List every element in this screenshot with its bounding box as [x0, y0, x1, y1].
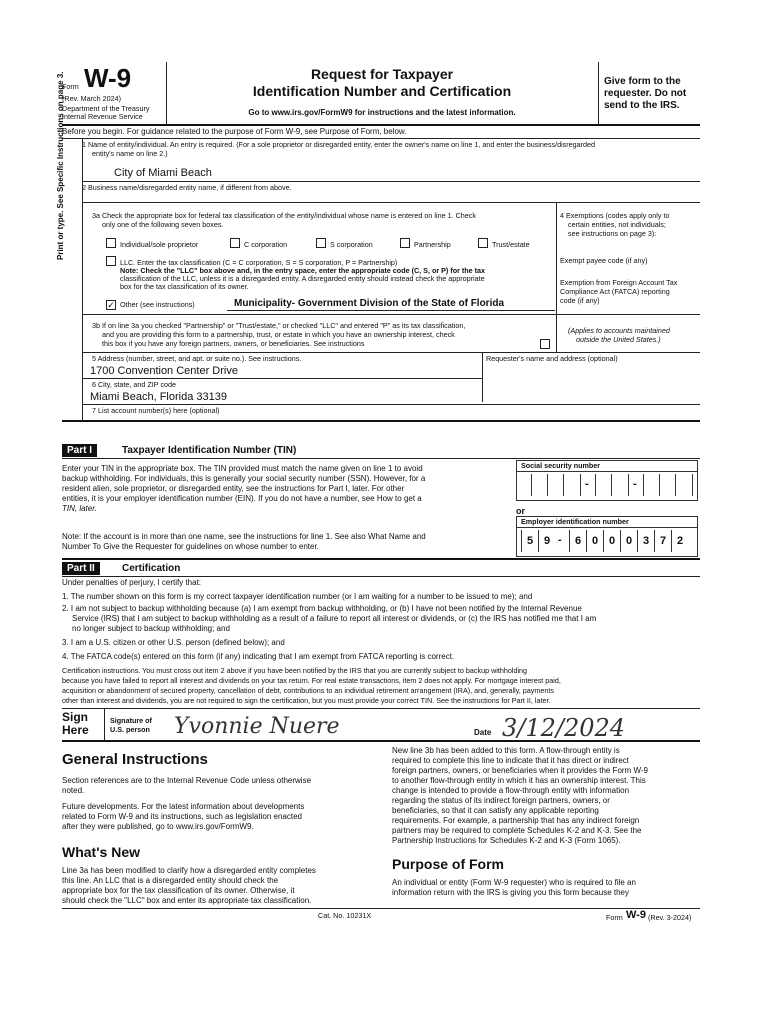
purpose-line2: information return with the IRS is giving you this form because they	[392, 888, 629, 897]
applies-note-line2: outside the United States.)	[576, 335, 661, 344]
section-ref-line1: Section references are to the Internal Revenue Code unless otherwise	[62, 776, 312, 785]
cert-item1: 1. The number shown on this form is my correct taxpayer identification number (or I am waiting for a number to be issued to me); and	[62, 592, 533, 601]
classification-c-corp[interactable]: C corporation	[230, 238, 287, 249]
ein-field[interactable]	[516, 527, 698, 557]
ein-digit: 0	[620, 530, 637, 552]
part2-title: Certification	[122, 563, 181, 574]
ein-digit: 0	[603, 530, 620, 552]
requester-name-label: Requester's name and address (optional)	[486, 354, 618, 363]
ein-digit: 6	[569, 530, 586, 552]
line6-label: 6 City, state, and ZIP code	[92, 380, 177, 389]
section-ref-line2: noted.	[62, 786, 85, 795]
future-dev-line1: Future developments. For the latest information about developments	[62, 802, 305, 811]
side-instruction-label: Print or type. See Specific Instructions on page 3.	[56, 71, 65, 260]
signature-label-line2: U.S. person	[110, 725, 150, 734]
ein-digit: 2	[671, 530, 688, 552]
right-col-line4: to another flow-through entity in which it has an ownership interest. This	[392, 776, 646, 785]
right-col-line7: beneficiaries, so that it can satisfy any applicable reporting	[392, 806, 599, 815]
applies-note-line1: (Applies to accounts maintained	[568, 326, 670, 335]
cert-instructions-line2: because you have failed to report all interest and dividends on your tax return. For real estate transactions, item 2 does not apply. For mortgage interest paid,	[62, 676, 561, 685]
right-col-line1: New line 3b has been added to this form. A flow-through entity is	[392, 746, 620, 755]
part1-para-line4: entities, it is your employer identification number (EIN). If you do not have a number, see How to get a	[62, 494, 422, 503]
partnership-checkbox[interactable]	[400, 238, 410, 248]
fatca-code-field[interactable]: code (if any)	[560, 296, 600, 305]
date-label: Date	[474, 728, 492, 737]
right-col-line10: Partnership Instructions for Schedules K-2 and K-3 (Form 1065).	[392, 836, 621, 845]
fatca-label-line2: Compliance Act (FATCA) reporting	[560, 287, 670, 296]
form-title-line1: Request for Taxpayer	[310, 66, 454, 82]
ein-digit: 7	[654, 530, 671, 552]
right-col-line9: partners may be required to complete Schedules K-2 and K-3. See the	[392, 826, 642, 835]
give-form-line1: Give form to the	[604, 76, 681, 87]
part1-para-line2: backup withholding. For individuals, this is generally your social security number (SSN). However, for a	[62, 474, 426, 483]
s-corp-checkbox[interactable]	[316, 238, 326, 248]
ein-digit: 5	[521, 530, 538, 552]
line3a-label: 3a Check the appropriate box for federal tax classification of the entity/individual whose name is entered on line 1. Check	[92, 211, 476, 220]
future-dev-line3: after they were published, go to www.irs.gov/FormW9.	[62, 822, 254, 831]
or-label: or	[516, 506, 525, 516]
line3a-label-cont: only one of the following seven boxes.	[102, 220, 224, 229]
cert-item4: 4. The FATCA code(s) entered on this form (if any) indicating that I am exempt from FATCA reporting is correct.	[62, 652, 455, 661]
classification-llc[interactable]: LLC. Enter the tax classification (C = C corporation, S = S corporation, P = Partnership)	[106, 256, 397, 267]
ein-dash: -	[558, 534, 562, 546]
llc-note-line2: classification of the LLC, unless it is a disregarded entity. A disregarded entity should instead check the appropriate	[120, 274, 485, 283]
line6-city-field[interactable]: Miami Beach, Florida 33139	[90, 391, 227, 403]
whats-new-line4: should check the "LLC" box and enter its appropriate tax classification.	[62, 896, 312, 905]
part2-tag: Part II	[62, 562, 100, 575]
form-revision: (Rev. March 2024)	[62, 94, 121, 103]
footer-form-number: W-9	[626, 909, 646, 921]
give-form-line2: requester. Do not	[604, 88, 687, 99]
classification-partnership[interactable]: Partnership	[400, 238, 451, 249]
line1-label-cont: entity's name on line 2.)	[92, 149, 168, 158]
right-col-line5: change is intended to provide a flow-through entity with information	[392, 786, 630, 795]
llc-checkbox[interactable]	[106, 256, 116, 266]
ein-label: Employer identification number	[516, 516, 698, 527]
part1-tag: Part I	[62, 444, 97, 457]
catalog-number: Cat. No. 10231X	[318, 911, 372, 920]
part1-para-line5: TIN, later.	[62, 504, 97, 513]
line3b-label-line3: this box if you have any foreign partners, owners, or beneficiaries. See instructions	[102, 339, 365, 348]
individual-checkbox[interactable]	[106, 238, 116, 248]
cert-instructions-line3: acquisition or abandonment of secured property, cancellation of debt, contributions to an individual retirement arrangement (IRA), and, generally, payments	[62, 686, 554, 695]
line3b-label-line2: and you are providing this form to a partnership, trust, or estate in which you have an ownership interest, check	[102, 330, 455, 339]
llc-note-line1: Note: Check the "LLC" box above and, in the entry space, enter the appropriate code (C, S, or P) for the tax	[120, 266, 486, 275]
general-instructions-title: General Instructions	[62, 751, 208, 768]
classification-individual[interactable]: Individual/sole proprietor	[106, 238, 198, 249]
line1-label: 1 Name of entity/individual. An entry is required. (For a sole proprietor or disregarded entity, enter the owner's name on line 1, and enter the business/disregarded	[82, 140, 596, 149]
before-you-begin: Before you begin. For guidance related to the purpose of Form W-9, see Purpose of Form, below.	[62, 127, 407, 136]
future-dev-line2: related to Form W-9 and its instructions, such as legislation enacted	[62, 812, 302, 821]
llc-note-line3: box for the tax classification of its owner.	[120, 282, 249, 291]
cert-item3: 3. I am a U.S. citizen or other U.S. person (defined below); and	[62, 638, 285, 647]
exempt-payee-code[interactable]: Exempt payee code (if any)	[560, 256, 648, 265]
dept-treasury: Department of the Treasury	[62, 104, 150, 113]
line3b-checkbox[interactable]	[540, 339, 550, 349]
here-label: Here	[62, 723, 89, 737]
trust-checkbox[interactable]	[478, 238, 488, 248]
line1-name-field[interactable]: City of Miami Beach	[114, 167, 212, 179]
right-col-line3: foreign partners, owners, or beneficiaries when it provides the Form W-9	[392, 766, 648, 775]
classification-other[interactable]: ✓ Other (see instructions)	[107, 300, 195, 310]
purpose-of-form-title: Purpose of Form	[392, 856, 505, 872]
form-number: W-9	[84, 63, 132, 93]
sign-label: Sign	[62, 710, 88, 724]
signature-label-line1: Signature of	[110, 716, 152, 725]
form-title-line2: Identification Number and Certification	[252, 83, 512, 99]
ssn-field[interactable]: - -	[516, 471, 698, 501]
footer-form-word: Form	[606, 913, 623, 922]
cert-instructions-line4: other than interest and dividends, you are not required to sign the certification, but you must provide your correct TIN. See the instructions for Part II, later.	[62, 696, 551, 705]
other-checkbox-checked[interactable]: ✓	[107, 300, 115, 310]
ssn-label: Social security number	[516, 460, 698, 471]
exemptions-label-line2: certain entities, not individuals;	[568, 220, 666, 229]
right-col-line2: required to complete this line to indicate that it has direct or indirect	[392, 756, 630, 765]
whats-new-line2: this line. An LLC that is a disregarded entity should check the	[62, 876, 279, 885]
ein-digit: 9	[538, 530, 555, 552]
whats-new-title: What's New	[62, 844, 141, 860]
cert-item2-line3: no longer subject to backup withholding; and	[72, 624, 230, 633]
classification-s-corp[interactable]: S corporation	[316, 238, 373, 249]
footer-revision: (Rev. 3-2024)	[648, 913, 692, 922]
part1-para-line1: Enter your TIN in the appropriate box. The TIN provided must match the name given on line 1 to avoid	[62, 464, 423, 473]
c-corp-checkbox[interactable]	[230, 238, 240, 248]
line5-address-field[interactable]: 1700 Convention Center Drive	[90, 365, 238, 377]
whats-new-line3: appropriate box for the tax classification of its owner. Otherwise, it	[62, 886, 295, 895]
form-word: Form	[62, 82, 79, 91]
form-goto-link[interactable]: Go to www.irs.gov/FormW9 for instructions and the latest information.	[248, 108, 516, 117]
part1-para-line3: resident alien, sole proprietor, or disregarded entity, see the instructions for Part I, later. For other	[62, 484, 405, 493]
line2-label: 2 Business name/disregarded entity name, if different from above.	[82, 183, 292, 192]
other-classification-field[interactable]: Municipality- Government Division of the State of Florida	[234, 298, 505, 309]
part2-intro: Under penalties of perjury, I certify that:	[62, 578, 202, 587]
part1-note-line2: Number To Give the Requester for guidelines on whose number to enter.	[62, 542, 319, 551]
give-form-line3: send to the IRS.	[604, 100, 680, 111]
line3b-label-line1: 3b If on line 3a you checked "Partnership" or "Trust/estate," or checked "LLC" and entered "P" as its tax classification,	[92, 321, 466, 330]
cert-instructions-line1: Certification instructions. You must cross out item 2 above if you have been notified by the IRS that you are currently subject to backup withholding	[62, 666, 528, 675]
cert-item2-line1: 2. I am not subject to backup withholding because (a) I am exempt from backup withholding, or (b) I have not been notified by the Internal Revenue	[62, 604, 582, 613]
ein-digit: 3	[637, 530, 654, 552]
date-field[interactable]: 3/12/2024	[502, 714, 626, 742]
line5-label: 5 Address (number, street, and apt. or suite no.). See instructions.	[92, 354, 302, 363]
right-col-line8: requirements. For example, a partnership that has any indirect foreign	[392, 816, 640, 825]
ein-digit: 0	[586, 530, 603, 552]
fatca-label-line1: Exemption from Foreign Account Tax	[560, 278, 678, 287]
exemptions-label-line1: 4 Exemptions (codes apply only to	[560, 211, 670, 220]
cert-item2-line2: Service (IRS) that I am subject to backup withholding as a result of a failure to report all interest or dividends, or (c) the IRS has notified me that I am	[72, 614, 597, 623]
right-col-line6: regarding the status of its indirect foreign partners, owners, or	[392, 796, 610, 805]
part1-title: Taxpayer Identification Number (TIN)	[122, 445, 297, 456]
exemptions-label-line3: see instructions on page 3):	[568, 229, 657, 238]
dept-irs: Internal Revenue Service	[62, 112, 143, 121]
line7-label[interactable]: 7 List account number(s) here (optional)	[92, 406, 220, 415]
signature-field[interactable]: Yvonnie Nuere	[174, 714, 340, 739]
purpose-line1: An individual or entity (Form W-9 requester) who is required to file an	[392, 878, 636, 887]
part1-note-line1: Note: If the account is in more than one name, see the instructions for line 1. See also What Name and	[62, 532, 426, 541]
classification-trust[interactable]: Trust/estate	[478, 238, 530, 249]
whats-new-line1: Line 3a has been modified to clarify how a disregarded entity completes	[62, 866, 316, 875]
